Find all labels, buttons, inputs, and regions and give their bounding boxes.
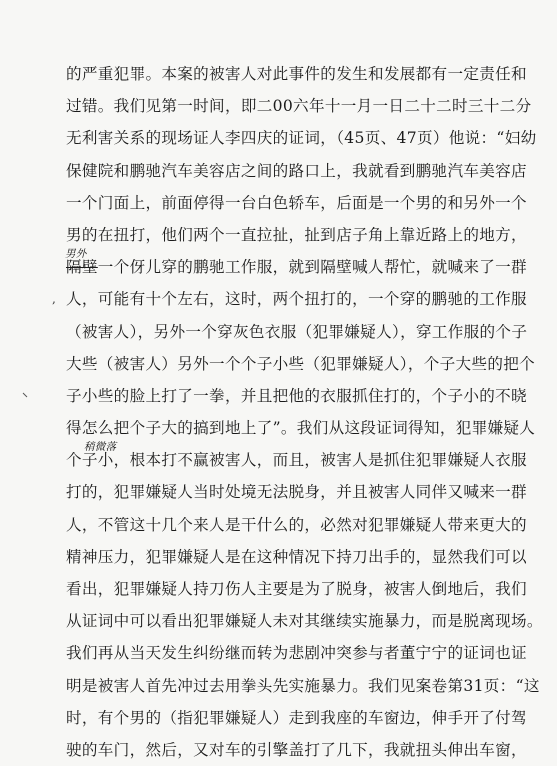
struck-text: 隔壁: [66, 258, 98, 277]
text-line: 大些（被害人）另外一个个子小些（犯罪嫌疑人），个子大些的把个: [66, 354, 536, 373]
text-line: 打的，犯罪嫌疑人当时处境无法脱身，并且被害人同伴又喊来一群: [66, 483, 527, 502]
text-line: 保健院和鹏驰汽车美容店之间的路口上，我就看到鹏驰汽车美容店: [66, 161, 527, 180]
text-line: 得怎么把个子大的搞到地上了”。我们从这段证词得知，犯罪嫌疑人: [66, 419, 536, 438]
text-line-body: 人，可能有十个左右，这时，两个扭打的，一个穿的鹏驰的工作服: [66, 290, 527, 309]
text-line-with-annotation: [66, 441, 527, 476]
text-line-with-annotation: [65, 248, 527, 283]
text-line: 看出，犯罪嫌疑人持刀伤人主要是为了脱身，被害人倒地后，我们: [66, 580, 527, 598]
scan-speck: [22, 392, 28, 398]
text-line: 明是被害人首先冲过去用拳头先实施暴力。我们见案卷第31页：“这: [66, 676, 540, 695]
text-line: 一个门面上，前面停得一台白色轿车，后面是一个男的和另外一个: [66, 193, 527, 212]
text-line: 子小些的脸上打了一拳，并且把他的衣服抓住打的，个子小的不晓: [66, 386, 527, 405]
handwritten-annotation: 稍微落: [84, 441, 117, 454]
text-line: 从证词中可以看出犯罪嫌疑人未对其继续实施暴力，而是脱离现场。: [66, 612, 543, 631]
text-line: 时，有个男的（指犯罪嫌疑人）走到我座的车窗边，伸手开了付驾: [66, 708, 527, 727]
document-page: [52, 58, 543, 766]
text-line: 人，不管这十几个来人是干什么的，必然对犯罪嫌疑人带来更大的: [66, 515, 527, 534]
text-line: 无利害关系的现场证人李四庆的证词，（45页、47页）他说：“妇幼: [66, 129, 537, 148]
text-line: 我们再从当天发生纠纷继而转为悲剧冲突参与者董宁宁的证词也证: [66, 644, 527, 663]
text-line-body: 一个伢儿穿的鹏驰工作服，就到隔壁喊人帮忙，就喊来了一群: [97, 258, 527, 277]
text-line: 驶的车门，然后，又对车的引擎盖打了几下，我就扭头伸出车窗，: [66, 740, 527, 759]
text-line-body: 个子小，根本打不赢被害人，而且，被害人是抓住犯罪嫌疑人衣服: [66, 451, 527, 470]
text-line: 精神压力，犯罪嫌疑人是在这种情况下持刀出手的，显然我们可以: [66, 547, 527, 566]
text-line: 男的在扭打，他们两个一直拉扯，扯到店子角上靠近路上的地方，: [66, 225, 527, 244]
text-line: 的严重犯罪。本案的被害人对此事件的发生和发展都有一定责任和: [66, 65, 527, 83]
text-line: [52, 283, 527, 315]
margin-mark: ,: [52, 292, 57, 307]
text-line: （被害人），另外一个穿灰色衣服（犯罪嫌疑人），穿工作服的个子: [66, 322, 528, 341]
text-line: 过错。我们见第一时间，即二00六年十一月一日二十二时三十二分: [66, 97, 532, 116]
handwritten-annotation: 男外: [65, 248, 87, 261]
